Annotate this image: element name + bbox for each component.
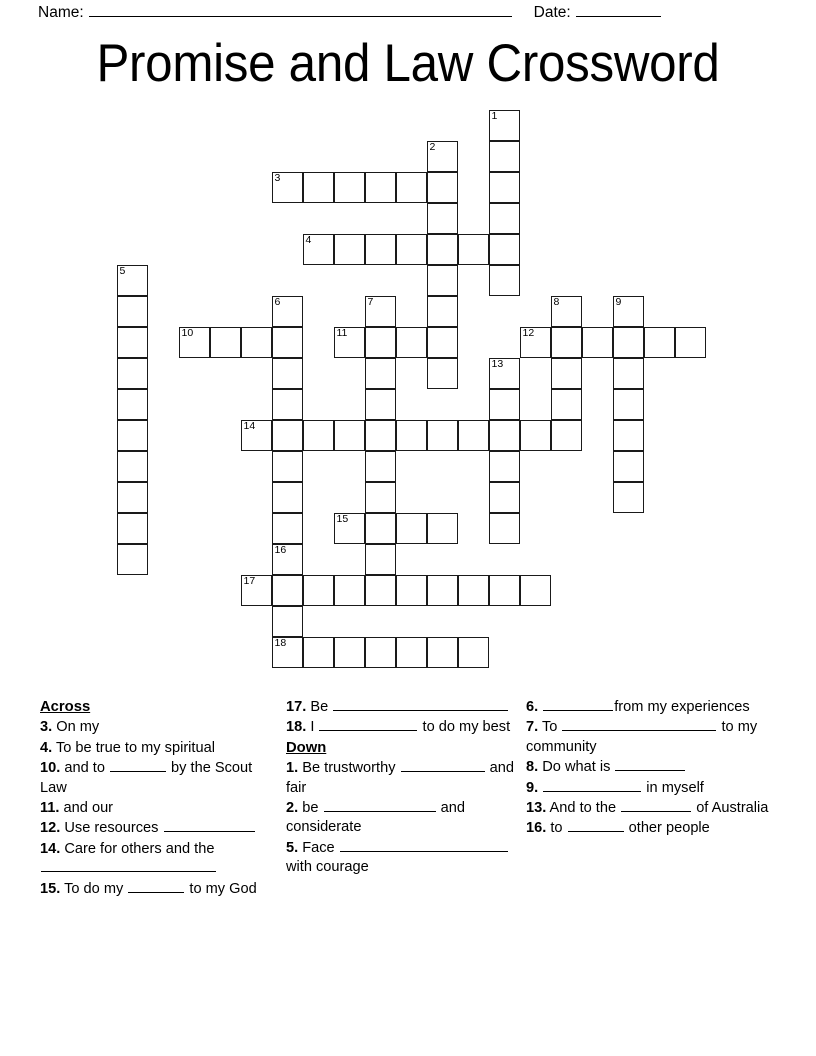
crossword-cell[interactable] xyxy=(365,296,396,327)
crossword-cell[interactable] xyxy=(365,358,396,389)
crossword-cell[interactable] xyxy=(272,575,303,606)
crossword-cell[interactable] xyxy=(365,172,396,203)
name-label: Name: xyxy=(38,4,84,21)
clue-number: 9. xyxy=(526,779,539,796)
clue-lists xyxy=(40,698,780,900)
crossword-cell[interactable] xyxy=(334,327,365,358)
cell-number: 10 xyxy=(181,327,194,339)
clue-number: 4. xyxy=(40,739,53,756)
crossword-cell[interactable] xyxy=(272,389,303,420)
crossword-cell[interactable] xyxy=(272,637,303,668)
crossword-cell[interactable] xyxy=(272,482,303,513)
clue-down-8 xyxy=(526,758,770,777)
crossword-cell[interactable] xyxy=(427,358,458,389)
clue-number: 7. xyxy=(526,719,539,736)
cell-number: 5 xyxy=(119,265,126,277)
clue-text: I to do my best xyxy=(310,719,511,736)
clue-text: to other people xyxy=(550,820,710,837)
crossword-cell[interactable] xyxy=(427,327,458,358)
answer-blank[interactable] xyxy=(543,698,613,711)
clue-text: Face with courage xyxy=(286,840,509,875)
clue-number: 12. xyxy=(40,820,61,837)
across-heading: Across xyxy=(40,699,91,715)
crossword-cell[interactable] xyxy=(117,327,148,358)
clue-text: To to my community xyxy=(526,719,758,755)
crossword-cell[interactable] xyxy=(427,637,458,668)
answer-blank[interactable] xyxy=(615,758,685,771)
clue-text: To be true to my spiritual xyxy=(55,739,215,756)
clue-text: Care for others and the xyxy=(40,841,217,876)
answer-blank[interactable] xyxy=(164,819,255,832)
down-heading: Down xyxy=(286,739,327,756)
crossword-cell[interactable] xyxy=(365,637,396,668)
clue-across-4 xyxy=(40,739,276,758)
clue-text: be and considerate xyxy=(286,800,465,836)
crossword-cell[interactable] xyxy=(241,575,272,606)
crossword-cell[interactable] xyxy=(613,451,644,482)
clue-text: and our xyxy=(63,800,114,817)
crossword-cell[interactable] xyxy=(613,327,644,358)
crossword-cell[interactable] xyxy=(427,141,458,172)
crossword-cell[interactable] xyxy=(551,327,582,358)
crossword-cell[interactable] xyxy=(365,389,396,420)
crossword-cell[interactable] xyxy=(613,420,644,451)
clue-across-12 xyxy=(40,819,276,838)
crossword-cell[interactable] xyxy=(365,513,396,544)
cell-number: 4 xyxy=(305,234,312,246)
crossword-cell[interactable] xyxy=(272,172,303,203)
cell-number: 14 xyxy=(243,420,256,432)
crossword-cell[interactable] xyxy=(613,482,644,513)
crossword-cell[interactable] xyxy=(117,358,148,389)
page-title: Promise and Law Crossword xyxy=(96,34,720,93)
cell-number: 12 xyxy=(522,327,535,339)
crossword-cell[interactable] xyxy=(241,327,272,358)
clue-number: 14. xyxy=(40,840,61,857)
crossword-cell[interactable] xyxy=(551,389,582,420)
clue-number: 15. xyxy=(40,880,61,897)
crossword-cell[interactable] xyxy=(303,637,334,668)
clue-text: And to the of Australia xyxy=(549,800,769,817)
crossword-cell[interactable] xyxy=(489,451,520,482)
clue-text: Use resources xyxy=(64,820,255,836)
crossword-cell[interactable] xyxy=(458,420,489,451)
clue-down-5 xyxy=(286,839,516,878)
crossword-cell[interactable] xyxy=(272,358,303,389)
clue-down-7 xyxy=(526,718,770,757)
answer-blank[interactable] xyxy=(401,759,485,772)
answer-blank[interactable] xyxy=(319,718,417,731)
crossword-cell[interactable] xyxy=(613,389,644,420)
crossword-cell[interactable] xyxy=(396,637,427,668)
crossword-cell[interactable] xyxy=(117,451,148,482)
cell-number: 13 xyxy=(491,358,504,370)
crossword-cell[interactable] xyxy=(551,358,582,389)
clue-column-2 xyxy=(286,698,526,900)
crossword-cell[interactable] xyxy=(489,482,520,513)
crossword-cell[interactable] xyxy=(303,172,334,203)
clue-across-17 xyxy=(286,698,516,717)
crossword-cell[interactable] xyxy=(427,265,458,296)
clue-number: 3. xyxy=(40,719,53,736)
answer-blank[interactable] xyxy=(333,698,508,711)
crossword-cell[interactable] xyxy=(427,575,458,606)
crossword-cell[interactable] xyxy=(365,544,396,575)
crossword-cell[interactable] xyxy=(489,141,520,172)
crossword-cell[interactable] xyxy=(427,234,458,265)
crossword-cell[interactable] xyxy=(303,234,334,265)
crossword-cell[interactable] xyxy=(675,327,706,358)
crossword-cell[interactable] xyxy=(334,513,365,544)
answer-blank[interactable] xyxy=(128,880,184,893)
clue-number: 13. xyxy=(526,800,547,817)
crossword-cell[interactable] xyxy=(396,327,427,358)
clue-number: 6. xyxy=(526,699,539,715)
crossword-cell[interactable] xyxy=(489,265,520,296)
clue-text: Be xyxy=(310,699,509,715)
cell-number: 9 xyxy=(615,296,622,308)
clue-number: 1. xyxy=(286,760,299,777)
clue-text: Be trustworthy and fair xyxy=(286,760,514,796)
cell-number: 11 xyxy=(336,327,348,339)
crossword-cell[interactable] xyxy=(365,482,396,513)
crossword-cell[interactable] xyxy=(334,637,365,668)
answer-blank[interactable] xyxy=(568,819,624,832)
crossword-cell[interactable] xyxy=(613,358,644,389)
crossword-cell[interactable] xyxy=(489,110,520,141)
clue-down-1 xyxy=(286,759,516,798)
crossword-cell[interactable] xyxy=(427,420,458,451)
crossword-cell[interactable] xyxy=(117,420,148,451)
crossword-cell[interactable] xyxy=(117,513,148,544)
clue-across-18 xyxy=(286,718,516,737)
answer-blank[interactable] xyxy=(110,759,166,772)
crossword-cell[interactable] xyxy=(117,544,148,575)
crossword-cell[interactable] xyxy=(427,296,458,327)
clue-down-13 xyxy=(526,799,770,818)
crossword-cell[interactable] xyxy=(272,296,303,327)
crossword-cell[interactable] xyxy=(179,327,210,358)
crossword-cell[interactable] xyxy=(210,327,241,358)
crossword-cell[interactable] xyxy=(489,358,520,389)
clue-text: On my xyxy=(56,719,100,736)
cell-number: 15 xyxy=(336,513,349,525)
crossword-cell[interactable] xyxy=(427,513,458,544)
answer-blank[interactable] xyxy=(340,839,508,852)
clue-column-1 xyxy=(40,698,286,900)
clue-text: Do what is xyxy=(542,759,686,775)
crossword-cell[interactable] xyxy=(520,575,551,606)
crossword-cell[interactable] xyxy=(272,544,303,575)
crossword-cell[interactable] xyxy=(489,172,520,203)
crossword-cell[interactable] xyxy=(551,420,582,451)
crossword-cell[interactable] xyxy=(272,327,303,358)
crossword-cell[interactable] xyxy=(334,172,365,203)
crossword-cell[interactable] xyxy=(644,327,675,358)
answer-blank[interactable] xyxy=(621,799,691,812)
crossword-cell[interactable] xyxy=(489,389,520,420)
clue-number: 10. xyxy=(40,760,61,777)
crossword-cell[interactable] xyxy=(396,420,427,451)
cell-number: 2 xyxy=(429,141,436,153)
clue-number: 18. xyxy=(286,719,307,736)
crossword-cell[interactable] xyxy=(365,234,396,265)
clue-down-16 xyxy=(526,819,770,838)
cell-number: 3 xyxy=(274,172,281,184)
crossword-cell[interactable] xyxy=(272,420,303,451)
clue-number: 5. xyxy=(286,839,299,856)
crossword-cell[interactable] xyxy=(489,575,520,606)
cell-number: 1 xyxy=(491,110,498,122)
crossword-cell[interactable] xyxy=(241,420,272,451)
clue-down-6 xyxy=(526,698,770,717)
cell-number: 6 xyxy=(274,296,281,308)
clue-number: 2. xyxy=(286,800,299,817)
cell-number: 17 xyxy=(243,575,256,587)
cell-number: 16 xyxy=(274,544,287,556)
clue-number: 8. xyxy=(526,759,539,776)
answer-blank[interactable] xyxy=(324,799,436,812)
crossword-cell[interactable] xyxy=(489,420,520,451)
date-label: Date: xyxy=(533,4,571,21)
clue-column-3 xyxy=(526,698,780,900)
answer-blank[interactable] xyxy=(41,859,216,872)
crossword-cell[interactable] xyxy=(458,637,489,668)
clue-across-15 xyxy=(40,880,276,899)
crossword-cell[interactable] xyxy=(520,327,551,358)
clue-text: from my experiences xyxy=(542,699,749,715)
crossword-cell[interactable] xyxy=(272,451,303,482)
crossword-cell[interactable] xyxy=(365,420,396,451)
clue-number: 16. xyxy=(526,820,547,837)
crossword-cell[interactable] xyxy=(365,327,396,358)
cell-number: 7 xyxy=(367,296,374,308)
clue-number: 17. xyxy=(286,699,307,715)
crossword-cell[interactable] xyxy=(427,172,458,203)
crossword-cell[interactable] xyxy=(582,327,613,358)
crossword-cell[interactable] xyxy=(334,234,365,265)
crossword-cell[interactable] xyxy=(396,234,427,265)
crossword-cell[interactable] xyxy=(303,575,334,606)
answer-blank[interactable] xyxy=(562,718,716,731)
clue-text: in myself xyxy=(542,780,704,796)
cell-number: 18 xyxy=(274,637,287,649)
crossword-cell[interactable] xyxy=(551,296,582,327)
crossword-cell[interactable] xyxy=(489,234,520,265)
crossword-cell[interactable] xyxy=(117,389,148,420)
clue-across-14 xyxy=(40,840,276,879)
crossword-cell[interactable] xyxy=(458,575,489,606)
crossword-cell[interactable] xyxy=(396,513,427,544)
crossword-cell[interactable] xyxy=(272,513,303,544)
crossword-cell[interactable] xyxy=(489,203,520,234)
crossword-cell[interactable] xyxy=(489,513,520,544)
crossword-cell[interactable] xyxy=(396,172,427,203)
clue-across-11 xyxy=(40,799,276,818)
crossword-cell[interactable] xyxy=(520,420,551,451)
crossword-cell[interactable] xyxy=(334,575,365,606)
crossword-cell[interactable] xyxy=(365,575,396,606)
crossword-cell[interactable] xyxy=(334,420,365,451)
clue-text: To do my to my God xyxy=(64,880,257,897)
clue-number: 11. xyxy=(40,800,60,817)
clue-text: and to by the Scout Law xyxy=(40,760,253,796)
crossword-cell[interactable] xyxy=(303,420,334,451)
answer-blank[interactable] xyxy=(543,779,641,792)
crossword-cell[interactable] xyxy=(117,296,148,327)
crossword-cell[interactable] xyxy=(117,482,148,513)
clue-down-2 xyxy=(286,799,516,838)
crossword-cell[interactable] xyxy=(613,296,644,327)
cell-number: 8 xyxy=(553,296,560,308)
crossword-cell[interactable] xyxy=(396,575,427,606)
crossword-cell[interactable] xyxy=(117,265,148,296)
crossword-cell[interactable] xyxy=(427,203,458,234)
crossword-cell[interactable] xyxy=(272,606,303,637)
clue-across-3 xyxy=(40,718,276,737)
clue-down-9 xyxy=(526,779,770,798)
crossword-cell[interactable] xyxy=(365,451,396,482)
clue-across-10 xyxy=(40,759,276,798)
crossword-cell[interactable] xyxy=(458,234,489,265)
